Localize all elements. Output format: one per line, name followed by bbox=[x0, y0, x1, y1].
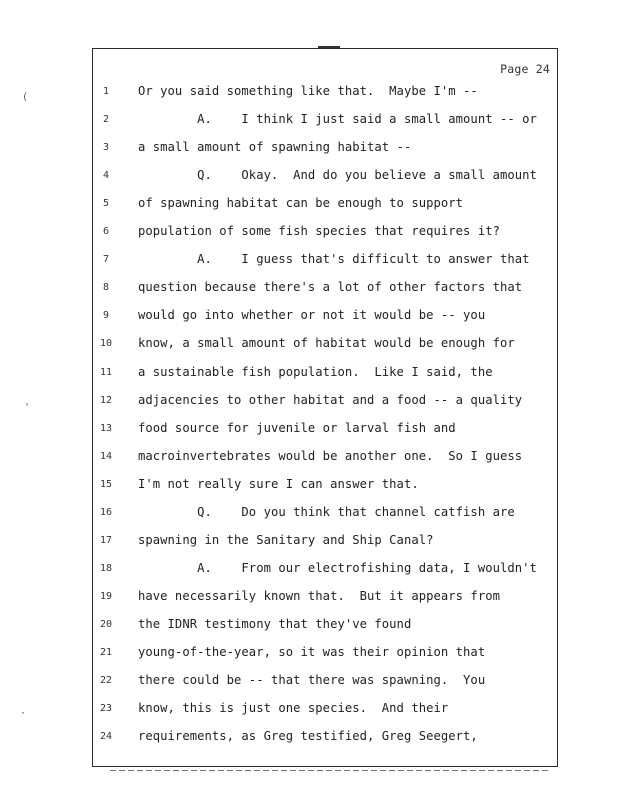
line-text: of spawning habitat can be enough to support bbox=[138, 196, 464, 211]
transcript-line bbox=[92, 617, 558, 637]
transcript-line bbox=[92, 280, 558, 300]
transcript-line bbox=[92, 701, 558, 721]
bottom-rule bbox=[110, 770, 550, 771]
transcript-line bbox=[92, 84, 558, 104]
line-text: I'm not really sure I can answer that. bbox=[138, 476, 419, 491]
transcript-line bbox=[92, 561, 558, 581]
line-text: population of some fish species that requires it? bbox=[138, 224, 500, 239]
line-text: a sustainable fish population. Like I said, the bbox=[138, 364, 493, 379]
line-text: Q. Do you think that channel catfish are bbox=[138, 504, 515, 519]
line-number: 4 bbox=[102, 170, 110, 182]
line-text: question because there's a lot of other factors that bbox=[138, 280, 523, 295]
line-number: 23 bbox=[99, 703, 113, 715]
transcript-line bbox=[92, 308, 558, 328]
transcript-line bbox=[92, 729, 558, 749]
transcript-line bbox=[92, 196, 558, 216]
line-number: 15 bbox=[99, 478, 113, 490]
line-text: requirements, as Greg testified, Greg Seegert, bbox=[138, 729, 478, 744]
transcript-line bbox=[92, 421, 558, 441]
page-number-label: Page 24 bbox=[500, 62, 550, 76]
transcript-line bbox=[92, 589, 558, 609]
line-text: food source for juvenile or larval fish and bbox=[138, 420, 456, 435]
line-number: 20 bbox=[99, 618, 113, 630]
line-number: 17 bbox=[99, 534, 113, 546]
line-number: 3 bbox=[102, 142, 110, 154]
transcript-line bbox=[92, 393, 558, 413]
transcript-line bbox=[92, 365, 558, 385]
line-number: 19 bbox=[99, 590, 113, 602]
transcript-line bbox=[92, 673, 558, 693]
line-number: 6 bbox=[102, 226, 110, 238]
line-text: Q. Okay. And do you believe a small amount bbox=[138, 168, 537, 183]
transcript-line bbox=[92, 505, 558, 525]
line-number: 21 bbox=[99, 647, 113, 658]
line-number: 13 bbox=[99, 422, 113, 434]
line-text: Or you said something like that. Maybe I'm -- bbox=[138, 84, 478, 98]
line-text: macroinvertebrates would be another one. So I guess bbox=[138, 448, 523, 463]
line-text: A. I guess that's difficult to answer that bbox=[138, 252, 530, 267]
line-number: 14 bbox=[99, 450, 113, 462]
transcript-line bbox=[92, 112, 558, 132]
line-number: 12 bbox=[99, 394, 113, 406]
transcript-line bbox=[92, 168, 558, 188]
line-number: 5 bbox=[102, 198, 110, 210]
top-edge-mark bbox=[318, 46, 340, 48]
line-text: adjacencies to other habitat and a food -- a quality bbox=[138, 392, 523, 407]
line-text: the IDNR testimony that they've found bbox=[138, 616, 412, 631]
transcript-line bbox=[92, 224, 558, 244]
line-number: 2 bbox=[102, 114, 110, 126]
line-number: 22 bbox=[99, 675, 113, 687]
line-number: 16 bbox=[99, 506, 113, 518]
left-margin-mark: ' bbox=[24, 402, 31, 413]
line-text: know, this is just one species. And their bbox=[138, 701, 449, 716]
transcript-line bbox=[92, 252, 558, 272]
left-margin-mark: ( bbox=[22, 92, 29, 103]
transcript-line bbox=[92, 336, 558, 356]
transcript-line bbox=[92, 645, 558, 665]
line-number: 7 bbox=[102, 254, 110, 266]
transcript-line bbox=[92, 477, 558, 497]
line-text: spawning in the Sanitary and Ship Canal? bbox=[138, 532, 434, 547]
line-number: 8 bbox=[102, 282, 110, 294]
line-text: young-of-the-year, so it was their opinion that bbox=[138, 645, 486, 659]
line-number: 24 bbox=[99, 731, 113, 743]
line-number: 1 bbox=[102, 86, 110, 97]
line-number: 10 bbox=[99, 338, 113, 350]
line-number: 18 bbox=[99, 562, 113, 574]
line-text: there could be -- that there was spawning. You bbox=[138, 673, 486, 688]
transcript-line bbox=[92, 449, 558, 469]
transcript-line bbox=[92, 140, 558, 160]
line-text: know, a small amount of habitat would be enough for bbox=[138, 336, 515, 351]
line-text: A. From our electrofishing data, I wouldn't bbox=[138, 560, 537, 575]
line-text: have necessarily known that. But it appears from bbox=[138, 588, 500, 603]
line-text: A. I think I just said a small amount -- or bbox=[138, 112, 537, 127]
transcript-line bbox=[92, 533, 558, 553]
line-text: would go into whether or not it would be -- you bbox=[138, 308, 486, 323]
line-text: a small amount of spawning habitat -- bbox=[138, 140, 412, 155]
left-margin-mark: · bbox=[20, 708, 27, 719]
line-number: 11 bbox=[99, 366, 113, 378]
line-number: 9 bbox=[102, 310, 110, 322]
